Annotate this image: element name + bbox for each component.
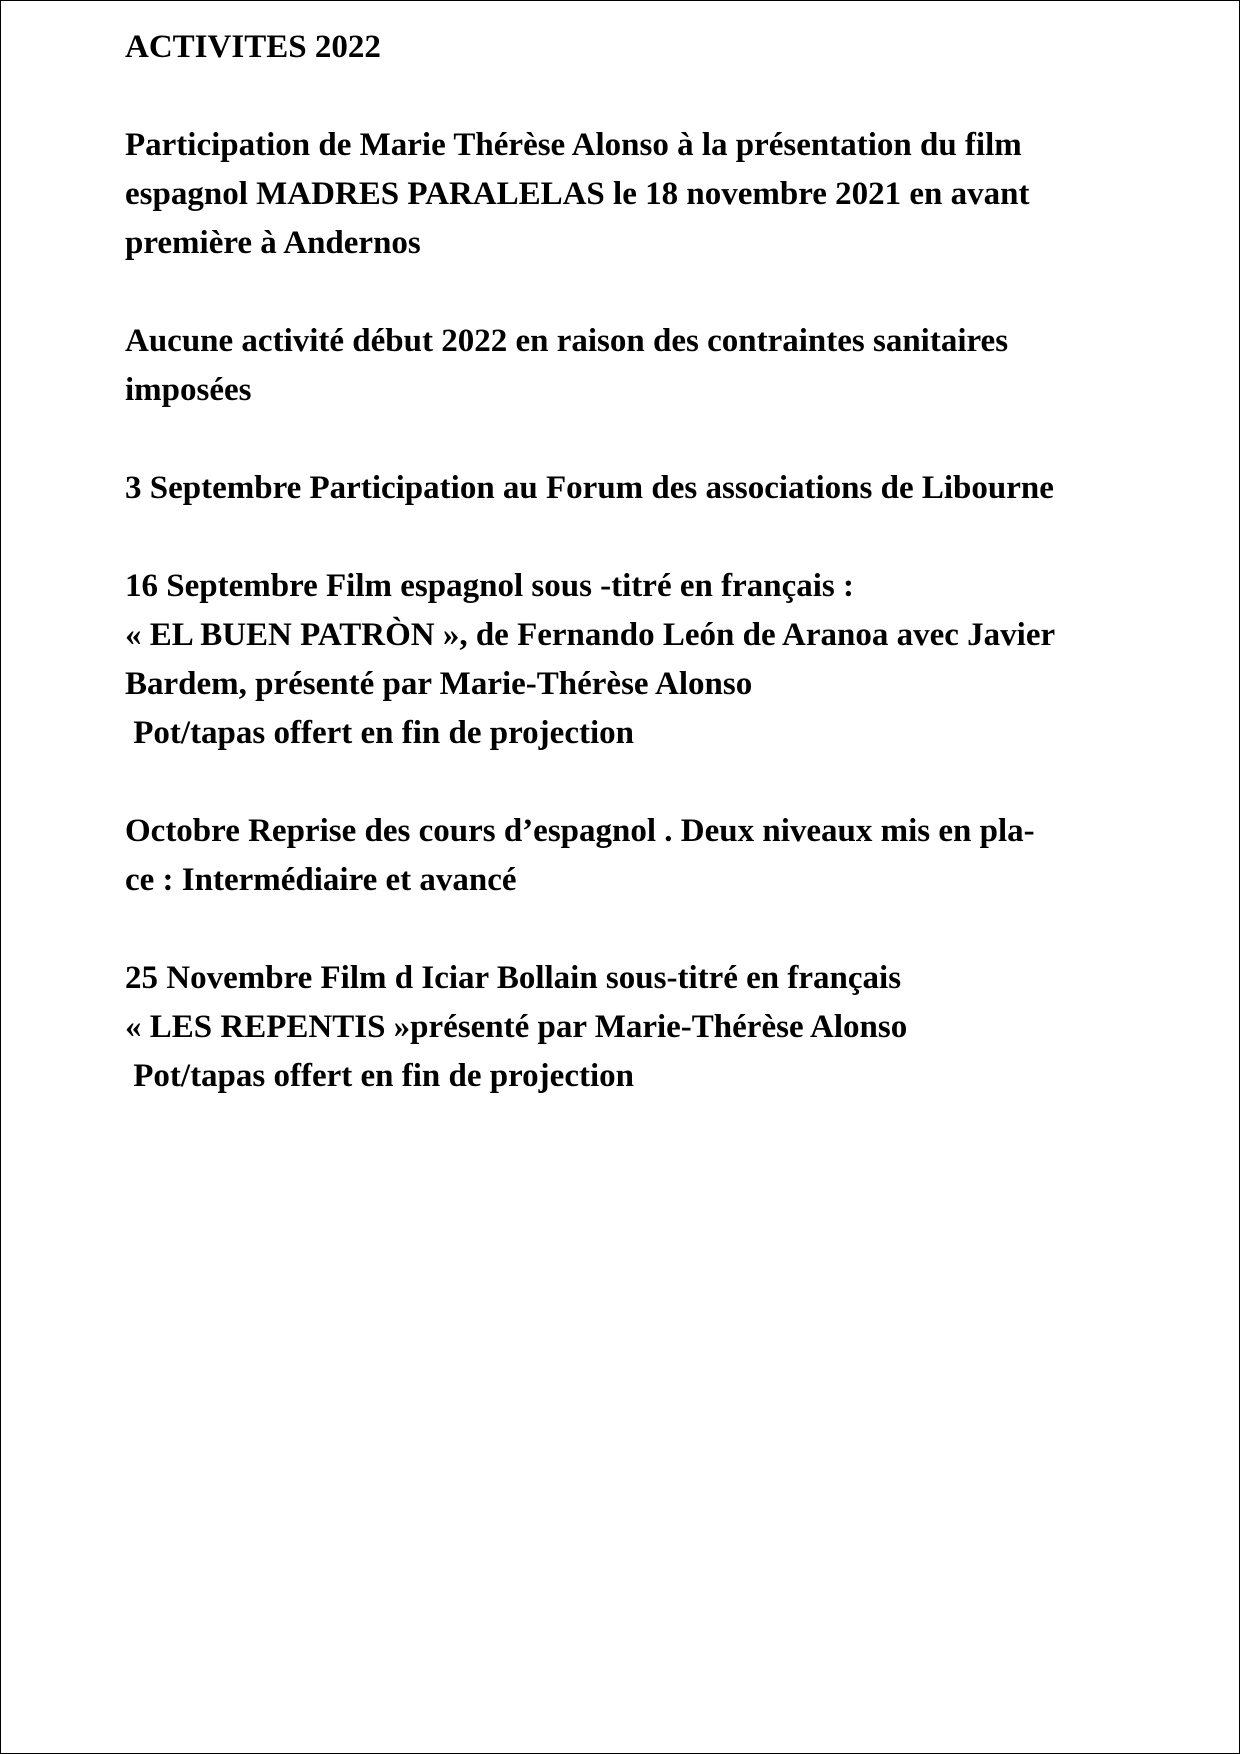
text-line: Bardem, présenté par Marie-Thérèse Alonso [125, 666, 753, 702]
text-line: espagnol MADRES PARALELAS le 18 novembre 2021 en avant [125, 176, 1030, 212]
text-line: imposées [125, 372, 252, 408]
text-line: « EL BUEN PATRÒN », de Fernando León de Aranoa avec Javier [125, 617, 1056, 653]
text-line: 25 Novembre Film d Iciar Bollain sous-titré en français [125, 960, 902, 996]
activity-block-forum [125, 464, 1205, 513]
text-line: Octobre Reprise des cours d’espagnol . Deux niveaux mis en pla- [125, 813, 1035, 849]
text-line: Participation de Marie Thérèse Alonso à la présentation du film [125, 127, 1022, 163]
text-line: Aucune activité début 2022 en raison des contraintes sanitaires [125, 323, 1009, 359]
text-line: 16 Septembre Film espagnol sous -titré en français : [125, 568, 854, 604]
text-line: « LES REPENTIS »présenté par Marie-Thérèse Alonso [125, 1009, 908, 1045]
document-content [125, 23, 1205, 1150]
text-line: première à Andernos [125, 225, 421, 261]
document-title: ACTIVITES 2022 [125, 29, 381, 65]
activity-block-les-repentis [125, 954, 1205, 1101]
activity-block-buen-patron [125, 562, 1205, 758]
text-line: Pot/tapas offert en fin de projection [125, 715, 634, 751]
activity-block-sanitary [125, 317, 1205, 415]
activity-block-andernos [125, 121, 1205, 268]
activity-block-spanish-courses [125, 807, 1205, 905]
text-line: ce : Intermédiaire et avancé [125, 862, 517, 898]
text-line: 3 Septembre Participation au Forum des associations de Libourne [125, 470, 1054, 506]
text-line: Pot/tapas offert en fin de projection [125, 1058, 634, 1094]
